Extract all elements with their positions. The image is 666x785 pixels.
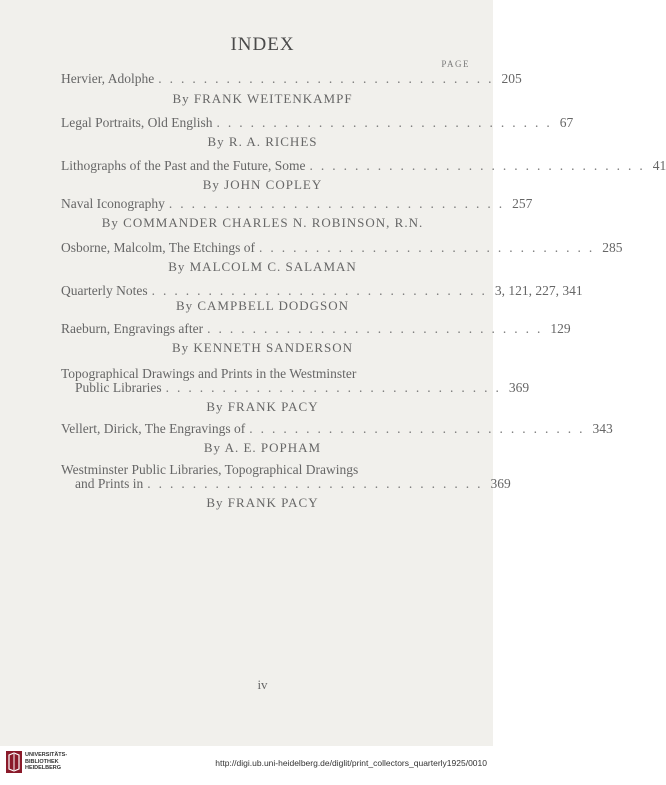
entry-author: By A. E. POPHAM: [203, 440, 322, 455]
entry-page: 285: [602, 240, 623, 255]
leader-dots: ..............................: [158, 71, 500, 86]
entry-author: By COMMANDER CHARLES N. ROBINSON, R.N.: [101, 215, 424, 230]
entry-title-continued: and Prints in: [75, 476, 144, 491]
entry-title-continued: Public Libraries: [75, 380, 162, 395]
entry-author: By KENNETH SANDERSON: [171, 340, 354, 355]
leader-dots: ..............................: [147, 476, 489, 491]
entry-author: By FRANK PACY: [206, 399, 319, 414]
entry-title: Raeburn, Engravings after: [61, 321, 204, 336]
index-entry: [61, 240, 623, 255]
entry-author: By R. A. RICHES: [207, 134, 318, 149]
entry-title: Topographical Drawings and Prints in the Westminster: [61, 366, 357, 381]
entry-page: 257: [512, 196, 533, 211]
entry-author: By FRANK PACY: [206, 495, 319, 510]
entry-title: Lithographs of the Past and the Future, Some: [61, 158, 306, 173]
entry-title: Naval Iconography: [61, 196, 165, 211]
entry-page: 205: [501, 71, 522, 86]
index-entry: [61, 421, 613, 436]
entry-page: 41: [652, 158, 666, 173]
entry-title: Hervier, Adolphe: [61, 71, 155, 86]
index-entry: [61, 71, 522, 86]
entry-page: 343: [592, 421, 613, 436]
index-entry: [61, 196, 533, 211]
library-logo-text: UNIVERSITÄTS- BIBLIOTHEK HEIDELBERG: [25, 752, 68, 772]
entry-page: 67: [559, 115, 574, 130]
page-column-label: PAGE: [441, 59, 470, 69]
entry-title: Westminster Public Libraries, Topographical Drawings: [61, 462, 359, 477]
footer-bar: [0, 746, 493, 785]
entry-title: Osborne, Malcolm, The Etchings of: [61, 240, 255, 255]
entry-title: Legal Portraits, Old English: [61, 115, 213, 130]
index-entry: [61, 462, 511, 491]
entry-author: By JOHN COPLEY: [202, 177, 323, 192]
leader-dots: ..............................: [168, 196, 511, 211]
leader-dots: ..............................: [216, 115, 558, 130]
entry-title: Quarterly Notes: [61, 283, 148, 298]
index-entry: [61, 283, 583, 298]
entry-author: By MALCOLM C. SALAMAN: [168, 259, 357, 274]
index-entry: [61, 158, 666, 173]
index-entry: [61, 321, 571, 336]
entry-page: 129: [550, 321, 571, 336]
entry-page: 369: [508, 380, 530, 395]
library-emblem-icon: [6, 751, 22, 773]
leader-dots: ..............................: [165, 380, 507, 395]
entry-author: By CAMPBELL DODGSON: [175, 298, 350, 313]
source-url-link[interactable]: http://digi.ub.uni-heidelberg.de/diglit/print_collectors_quarterly1925/0010: [215, 758, 487, 768]
page-folio: iv: [257, 677, 268, 692]
entry-author: By FRANK WEITENKAMPF: [172, 91, 353, 106]
index-entry: [61, 366, 530, 395]
entry-page: 3, 121, 227, 341: [494, 283, 583, 298]
index-entry: [61, 115, 574, 130]
entry-page: 369: [490, 476, 511, 491]
leader-dots: ..............................: [207, 321, 549, 336]
leader-dots: ..............................: [309, 158, 651, 173]
entry-title: Vellert, Dirick, The Engravings of: [61, 421, 246, 436]
leader-dots: ..............................: [249, 421, 591, 436]
leader-dots: ..............................: [258, 240, 601, 255]
page-title: INDEX: [230, 34, 295, 55]
leader-dots: ..............................: [151, 283, 493, 298]
library-logo: [6, 751, 67, 773]
